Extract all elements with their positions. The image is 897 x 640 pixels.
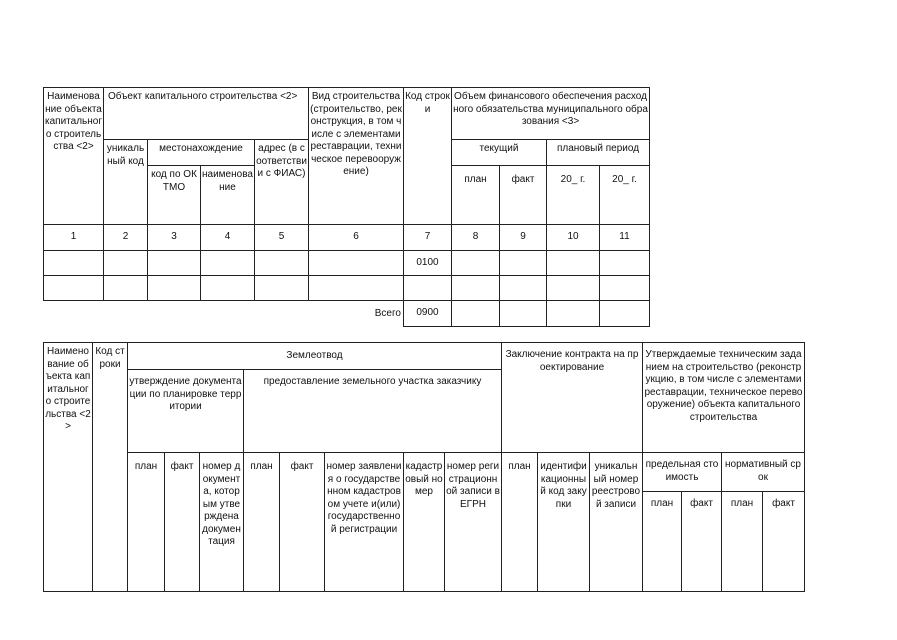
header-location-name: наименование bbox=[200, 165, 255, 225]
header-year-2: 20_ г. bbox=[599, 165, 650, 225]
header-fact: факт bbox=[164, 452, 200, 592]
header-current-year: текущий bbox=[451, 139, 547, 166]
line-code-cell: 0100 bbox=[403, 250, 452, 276]
header-financing: Объем финансового обеспечения расходного обязательства муниципального образования <3> bbox=[451, 87, 650, 140]
column-number: 3 bbox=[147, 224, 201, 251]
table-cell bbox=[200, 250, 255, 276]
column-number: 1 bbox=[43, 224, 104, 251]
column-number: 11 bbox=[599, 224, 650, 251]
column-number: 4 bbox=[200, 224, 255, 251]
header-location: местонахождение bbox=[147, 139, 255, 166]
header-plan: план bbox=[451, 165, 500, 225]
table-cell bbox=[308, 275, 404, 301]
header-registry-number: уникальный номер реестровой записи bbox=[589, 452, 643, 592]
table-cell bbox=[147, 250, 201, 276]
header-fact: факт bbox=[762, 491, 805, 592]
header-planning-approval: утверждение документации по планировке территории bbox=[127, 369, 244, 453]
table-cell bbox=[546, 250, 600, 276]
total-line-code: 0900 bbox=[403, 300, 452, 327]
header-fact: факт bbox=[279, 452, 325, 592]
column-number: 9 bbox=[499, 224, 547, 251]
header-land-provision: предоставление земельного участка заказчику bbox=[243, 369, 502, 453]
total-label: Всего bbox=[374, 308, 401, 319]
header-oktmo: код по ОКТМО bbox=[147, 165, 201, 225]
header-cadastral-number: кадастровый номер bbox=[403, 452, 445, 592]
table-cell bbox=[599, 250, 650, 276]
header-design-contract: Заключение контракта на проектирование bbox=[501, 342, 643, 453]
table-cell bbox=[546, 275, 600, 301]
table-cell bbox=[43, 275, 104, 301]
column-number: 8 bbox=[451, 224, 500, 251]
header-planned-period: плановый период bbox=[546, 139, 650, 166]
header-object-name-2: Наименование объекта капитального строительства <2> bbox=[43, 342, 93, 592]
column-number: 6 bbox=[308, 224, 404, 251]
header-max-cost: предельная стоимость bbox=[642, 452, 722, 492]
header-plan: план bbox=[243, 452, 280, 592]
header-object-name: Наименование объекта капитального строительства <2> bbox=[43, 87, 104, 225]
header-plan: план bbox=[642, 491, 682, 592]
table-cell bbox=[147, 275, 201, 301]
header-fact: факт bbox=[681, 491, 722, 592]
line-code-cell bbox=[403, 275, 452, 301]
header-plan: план bbox=[501, 452, 538, 592]
table-cell bbox=[499, 250, 547, 276]
header-line-code-2: Код строки bbox=[92, 342, 128, 592]
table-cell bbox=[200, 275, 255, 301]
total-cell bbox=[451, 300, 500, 327]
table-cell bbox=[103, 275, 148, 301]
total-cell bbox=[599, 300, 650, 327]
header-unique-code: уникальный код bbox=[103, 139, 148, 225]
table-cell bbox=[254, 275, 309, 301]
header-capital-object: Объект капитального строительства <2> bbox=[103, 87, 309, 140]
table-cell bbox=[308, 250, 404, 276]
total-cell bbox=[546, 300, 600, 327]
header-construction-kind: Вид строительства (строительство, реконструкция, в том числе с элементами реставрации, техническое перевооружение) bbox=[308, 87, 404, 225]
column-number: 10 bbox=[546, 224, 600, 251]
header-address: адрес (в соответствии с ФИАС) bbox=[254, 139, 309, 225]
header-line-code: Код строки bbox=[403, 87, 452, 225]
header-registration-number: номер регистрационной записи в ЕГРН bbox=[444, 452, 502, 592]
table-cell bbox=[499, 275, 547, 301]
header-fact: факт bbox=[499, 165, 547, 225]
header-technical-assignment: Утверждаемые техническим заданием на строительство (реконструкцию, в том числе с элементами реставрации, техническое перевооружение) объекта капитального строительства bbox=[642, 342, 805, 453]
table-cell bbox=[599, 275, 650, 301]
total-cell bbox=[499, 300, 547, 327]
header-plan: план bbox=[127, 452, 165, 592]
header-purchase-id: идентификационный код закупки bbox=[537, 452, 590, 592]
table-cell bbox=[43, 250, 104, 276]
header-normative-term: нормативный срок bbox=[721, 452, 805, 492]
column-number: 7 bbox=[403, 224, 452, 251]
table-cell bbox=[451, 250, 500, 276]
header-year-1: 20_ г. bbox=[546, 165, 600, 225]
header-application-number: номер заявления о государственном кадастровом учете и(или) государственной регистрации bbox=[324, 452, 404, 592]
table-cell bbox=[254, 250, 309, 276]
table-cell bbox=[103, 250, 148, 276]
table-cell bbox=[451, 275, 500, 301]
column-number: 2 bbox=[103, 224, 148, 251]
header-plan: план bbox=[721, 491, 763, 592]
column-number: 5 bbox=[254, 224, 309, 251]
header-approval-doc-number: номер документа, которым утверждена документация bbox=[199, 452, 244, 592]
header-land-allocation: Землеотвод bbox=[127, 342, 502, 370]
